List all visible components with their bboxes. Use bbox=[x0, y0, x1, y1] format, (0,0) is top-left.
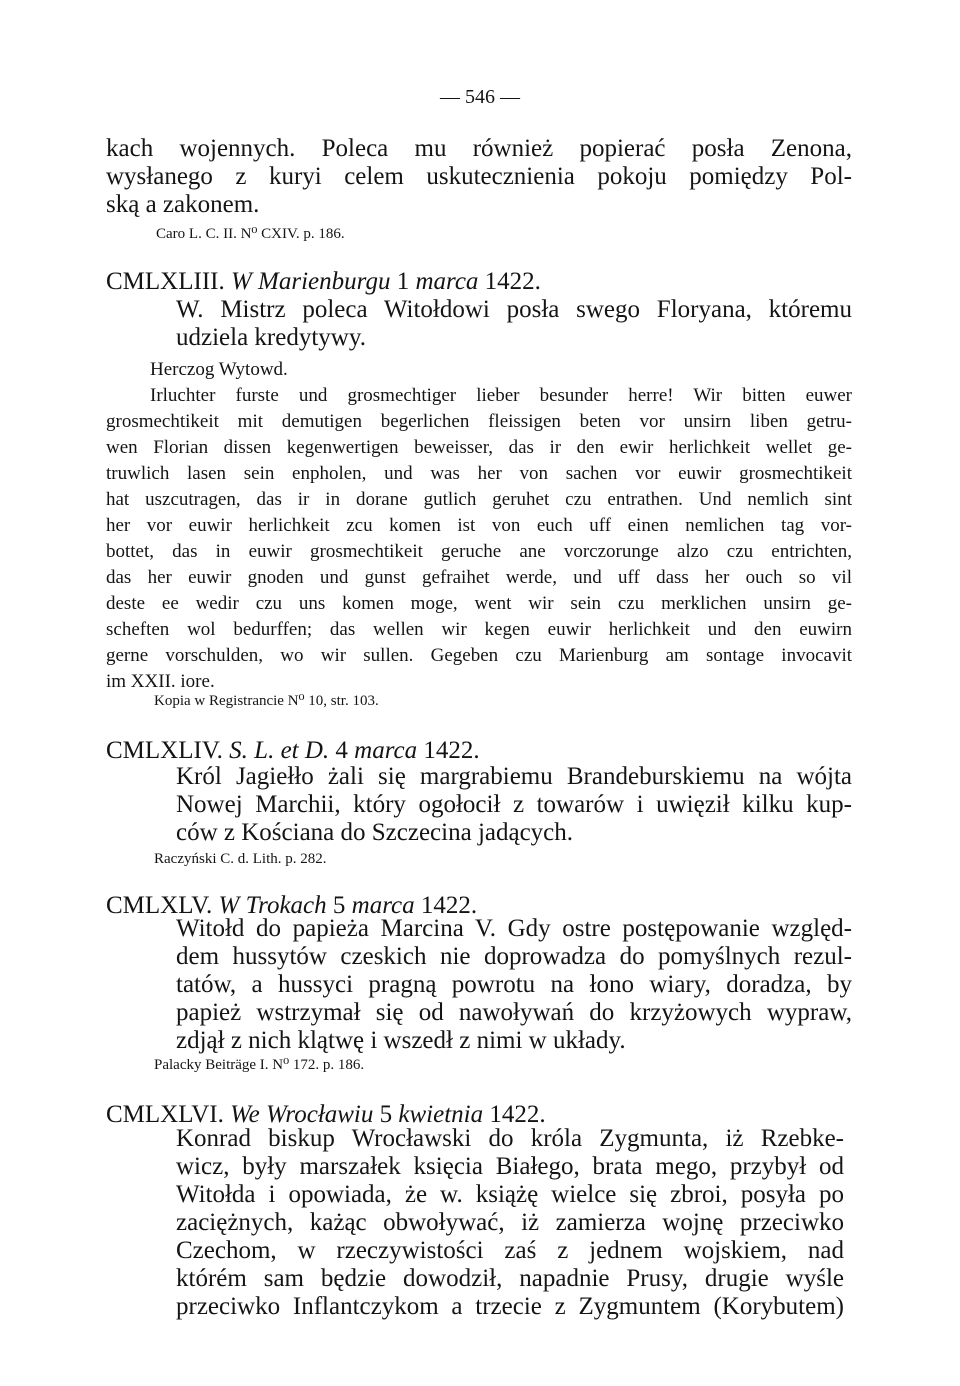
entry-heading bbox=[106, 268, 852, 296]
text-line: Król Jagiełło żali się margrabiemu Brandeburskiemu na wójta bbox=[176, 763, 852, 790]
entry-day: 5 bbox=[379, 1101, 393, 1128]
text-line: dem hussytów czeskich nie doprowadza do pomyślnych rezul- bbox=[176, 943, 852, 970]
source-reference: Raczyński C. d. Lith. p. 282. bbox=[154, 851, 327, 867]
entry-month: kwietnia bbox=[398, 1101, 484, 1128]
text-line: zdjął z nich klątwę i wszedł z nimi w układy. bbox=[176, 1027, 626, 1054]
entry-heading bbox=[106, 737, 852, 765]
text-line: wen Florian dissen kegenwertigen beweisser, das ir den ewir herlichkeit wellet ge- bbox=[106, 437, 852, 458]
entry-place: W Marienburgu bbox=[230, 268, 391, 295]
entry-day: 4 bbox=[335, 737, 348, 764]
entry-year: 1422. bbox=[484, 268, 541, 295]
text-line: Witołd do papieża Marcina V. Gdy ostre postępowanie względ- bbox=[176, 915, 852, 942]
text-line: Nowej Marchii, który ogołocił z towarów i uwięził kilku kup- bbox=[176, 791, 852, 818]
entry-year: 1422. bbox=[489, 1101, 546, 1128]
intro-text bbox=[106, 135, 852, 219]
text-line: hat uszcutragen, das ir in dorane gutlich geruhet czu entrathen. Und nemlich sint bbox=[106, 489, 852, 510]
text-line: Czechom, w rzeczywistości zaś z jednem wojskiem, nad bbox=[176, 1237, 844, 1264]
letter-body bbox=[106, 383, 852, 695]
entry-place: W Trokach bbox=[218, 892, 327, 919]
entry-summary-cont bbox=[176, 819, 852, 847]
page-number: — 546 — bbox=[440, 86, 520, 108]
letter-salutation: Herczog Wytowd. bbox=[150, 359, 288, 380]
text-line: wysłanego z kuryi celem uskutecznienia pokoju pomiędzy Pol- bbox=[106, 163, 852, 190]
text-line: Konrad biskup Wrocławski do króla Zygmunta, iż Rzebke- bbox=[176, 1125, 844, 1152]
text-line: ców z Kościana do Szczecina jadących. bbox=[176, 819, 574, 846]
text-line: tatów, a hussyci pragną powrotu na łono wiary, doradza, by bbox=[176, 971, 852, 998]
text-line: ską a zakonem. bbox=[106, 191, 260, 218]
text-line: wicz, były marszałek księcia Białego, brata mego, przybył od bbox=[176, 1153, 844, 1180]
text-line: das her euwir gnoden und gunst gefraihet werde, und uff dass her ouch so vil bbox=[106, 567, 852, 588]
text-line: przeciwko Inflantczykom a trzecie z Zygmuntem (Korybutem) bbox=[176, 1293, 844, 1320]
text-line: papież wstrzymał się od nawoływań do krzyżowych wypraw, bbox=[176, 999, 852, 1026]
text-line: Witołda i opowiada, że w. książę wielce się zbroi, posyła po bbox=[176, 1181, 844, 1208]
entry-year: 1422. bbox=[423, 737, 480, 764]
text-line: im XXII. iore. bbox=[106, 671, 215, 692]
entry-summary bbox=[176, 296, 852, 324]
text-line: udziela kredytywy. bbox=[176, 324, 366, 351]
text-line: W. Mistrz poleca Witołdowi posła swego Floryana, któremu bbox=[176, 296, 852, 323]
entry-summary bbox=[176, 1125, 844, 1321]
source-reference: Palacky Beiträge I. N⁰ 172. p. 186. bbox=[154, 1057, 365, 1073]
entry-day: 1 bbox=[396, 268, 410, 295]
text-line: her vor euwir herlichkeit zcu komen ist von euch uff einen nemlichen tag vor- bbox=[106, 515, 852, 536]
entry-number: CMLXLVI. bbox=[106, 1101, 224, 1128]
text-line: truwlich lasen sein enpholen, und was her von sachen vor euwir grosmechtikeit bbox=[106, 463, 852, 484]
text-line: którém sam będzie dowodził, napadnie Prusy, drugie wyśle bbox=[176, 1265, 844, 1292]
entry-day: 5 bbox=[332, 892, 346, 919]
text-line: scheften wol bedurffen; das wellen wir kegen euwir herlichkeit und den euwirn bbox=[106, 619, 852, 640]
entry-month: marca bbox=[415, 268, 479, 295]
source-reference: Caro L. C. II. N⁰ CXIV. p. 186. bbox=[156, 226, 345, 242]
entry-place: S. L. et D. bbox=[229, 737, 330, 764]
entry-number: CMLXLIII. bbox=[106, 268, 225, 295]
text-line: Irluchter furste und grosmechtiger lieber besunder herre! Wir bitten euwer bbox=[150, 385, 852, 406]
entry-summary-cont bbox=[176, 324, 852, 352]
text-line: kach wojennych. Poleca mu również popierać posła Zenona, bbox=[106, 135, 852, 162]
entry-month: marca bbox=[354, 737, 418, 764]
text-line: deste ee wedir czu uns komen moge, went wir sein czu merklichen unsirn ge- bbox=[106, 593, 852, 614]
entry-number: CMLXLV. bbox=[106, 892, 213, 919]
source-reference: Kopia w Registrancie N⁰ 10, str. 103. bbox=[154, 693, 379, 709]
text-line: gerne vorschulden, wo wir sullen. Gegeben czu Marienburg am sontage invocavit bbox=[106, 645, 852, 666]
entry-month: marca bbox=[351, 892, 415, 919]
text-line: grosmechtikeit mit demutigen begerlichen fleissigen beten vor unsirn liben getru- bbox=[106, 411, 852, 432]
entry-summary bbox=[176, 915, 852, 1027]
entry-number: CMLXLIV. bbox=[106, 737, 223, 764]
entry-summary bbox=[176, 763, 852, 819]
entry-place: We Wrocławiu bbox=[230, 1101, 374, 1128]
text-line: bottet, das in euwir grosmechtikeit geruche ane vorczorunge alzo czu entrichten, bbox=[106, 541, 852, 562]
text-line: zaciężnych, każąc obwoływać, iż zamierza wojnę przeciwko bbox=[176, 1209, 844, 1236]
entry-summary-cont bbox=[176, 1027, 852, 1055]
entry-year: 1422. bbox=[420, 892, 478, 919]
